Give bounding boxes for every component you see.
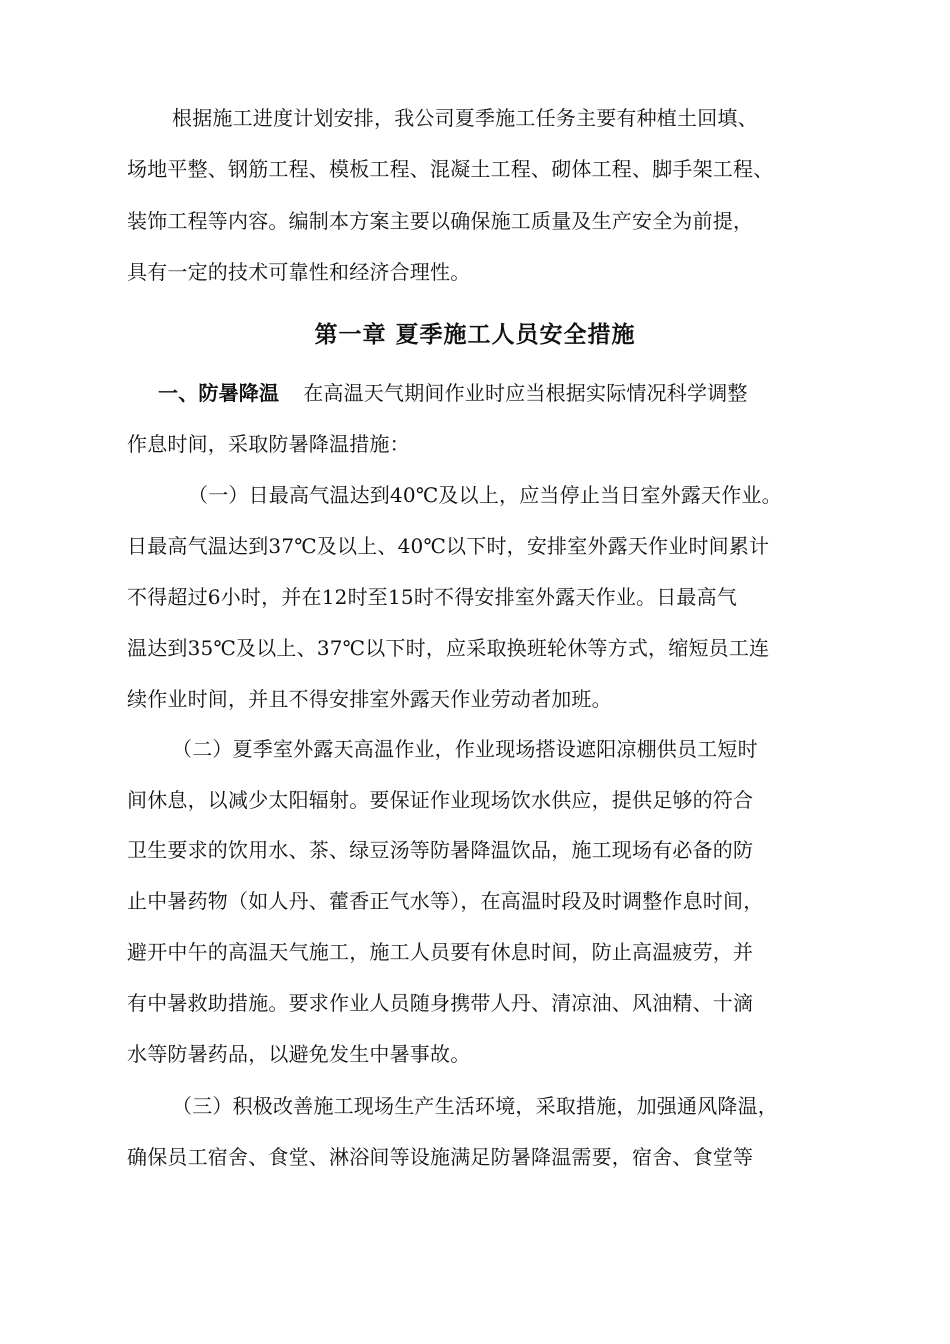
intro-line: 装饰工程等内容。编制本方案主要以确保施工质量及生产安全为前提， [127,209,754,233]
item2-line: 间休息，以减少太阳辐射。要保证作业现场饮水供应，提供足够的符合 [127,788,754,812]
section-text: 在高温天气期间作业时应当根据实际情况科学调整 [303,381,748,405]
item1-line: （一）日最高气温达到40℃及以上，应当停止当日室外露天作业。 [188,483,782,507]
item1-line: 日最高气温达到37℃及以上、40℃以下时，安排室外露天作业时间累计 [127,534,770,558]
intro-line: 场地平整、钢筋工程、模板工程、混凝土工程、砌体工程、脚手架工程、 [127,157,774,181]
section-heading: 一、防暑降温 [158,381,280,405]
intro-line: 根据施工进度计划安排，我公司夏季施工任务主要有种植土回填、 [172,106,758,130]
chapter-title: 第一章 夏季施工人员安全措施 [314,321,636,348]
item2-line: 有中暑救助措施。要求作业人员随身携带人丹、清凉油、风油精、十滴 [127,991,754,1015]
section-line [158,380,748,406]
item1-line: 温达到35℃及以上、37℃以下时，应采取换班轮休等方式，缩短员工连 [127,636,770,660]
item1-line: 续作业时间，并且不得安排室外露天作业劳动者加班。 [127,687,612,711]
item2-line: 卫生要求的饮用水、茶、绿豆汤等防暑降温饮品，施工现场有必备的防 [127,838,754,862]
item3-line: 确保员工宿舍、食堂、淋浴间等设施满足防暑降温需要，宿舍、食堂等 [127,1145,754,1169]
item1-line: 不得超过6小时，并在12时至15时不得安排室外露天作业。日最高气 [127,585,738,609]
section-line: 作息时间，采取防暑降温措施： [127,432,410,456]
intro-line: 具有一定的技术可靠性和经济合理性。 [127,260,471,284]
item2-line: 避开中午的高温天气施工，施工人员要有休息时间，防止高温疲劳，并 [127,940,754,964]
item2-line: （二）夏季室外露天高温作业，作业现场搭设遮阳凉棚供员工短时 [172,737,758,761]
item2-line: 止中暑药物（如人丹、藿香正气水等），在高温时段及时调整作息时间， [127,889,764,913]
item3-line: （三）积极改善施工现场生产生活环境，采取措施，加强通风降温， [172,1094,778,1118]
item2-line: 水等防暑药品，以避免发生中暑事故。 [127,1042,471,1066]
